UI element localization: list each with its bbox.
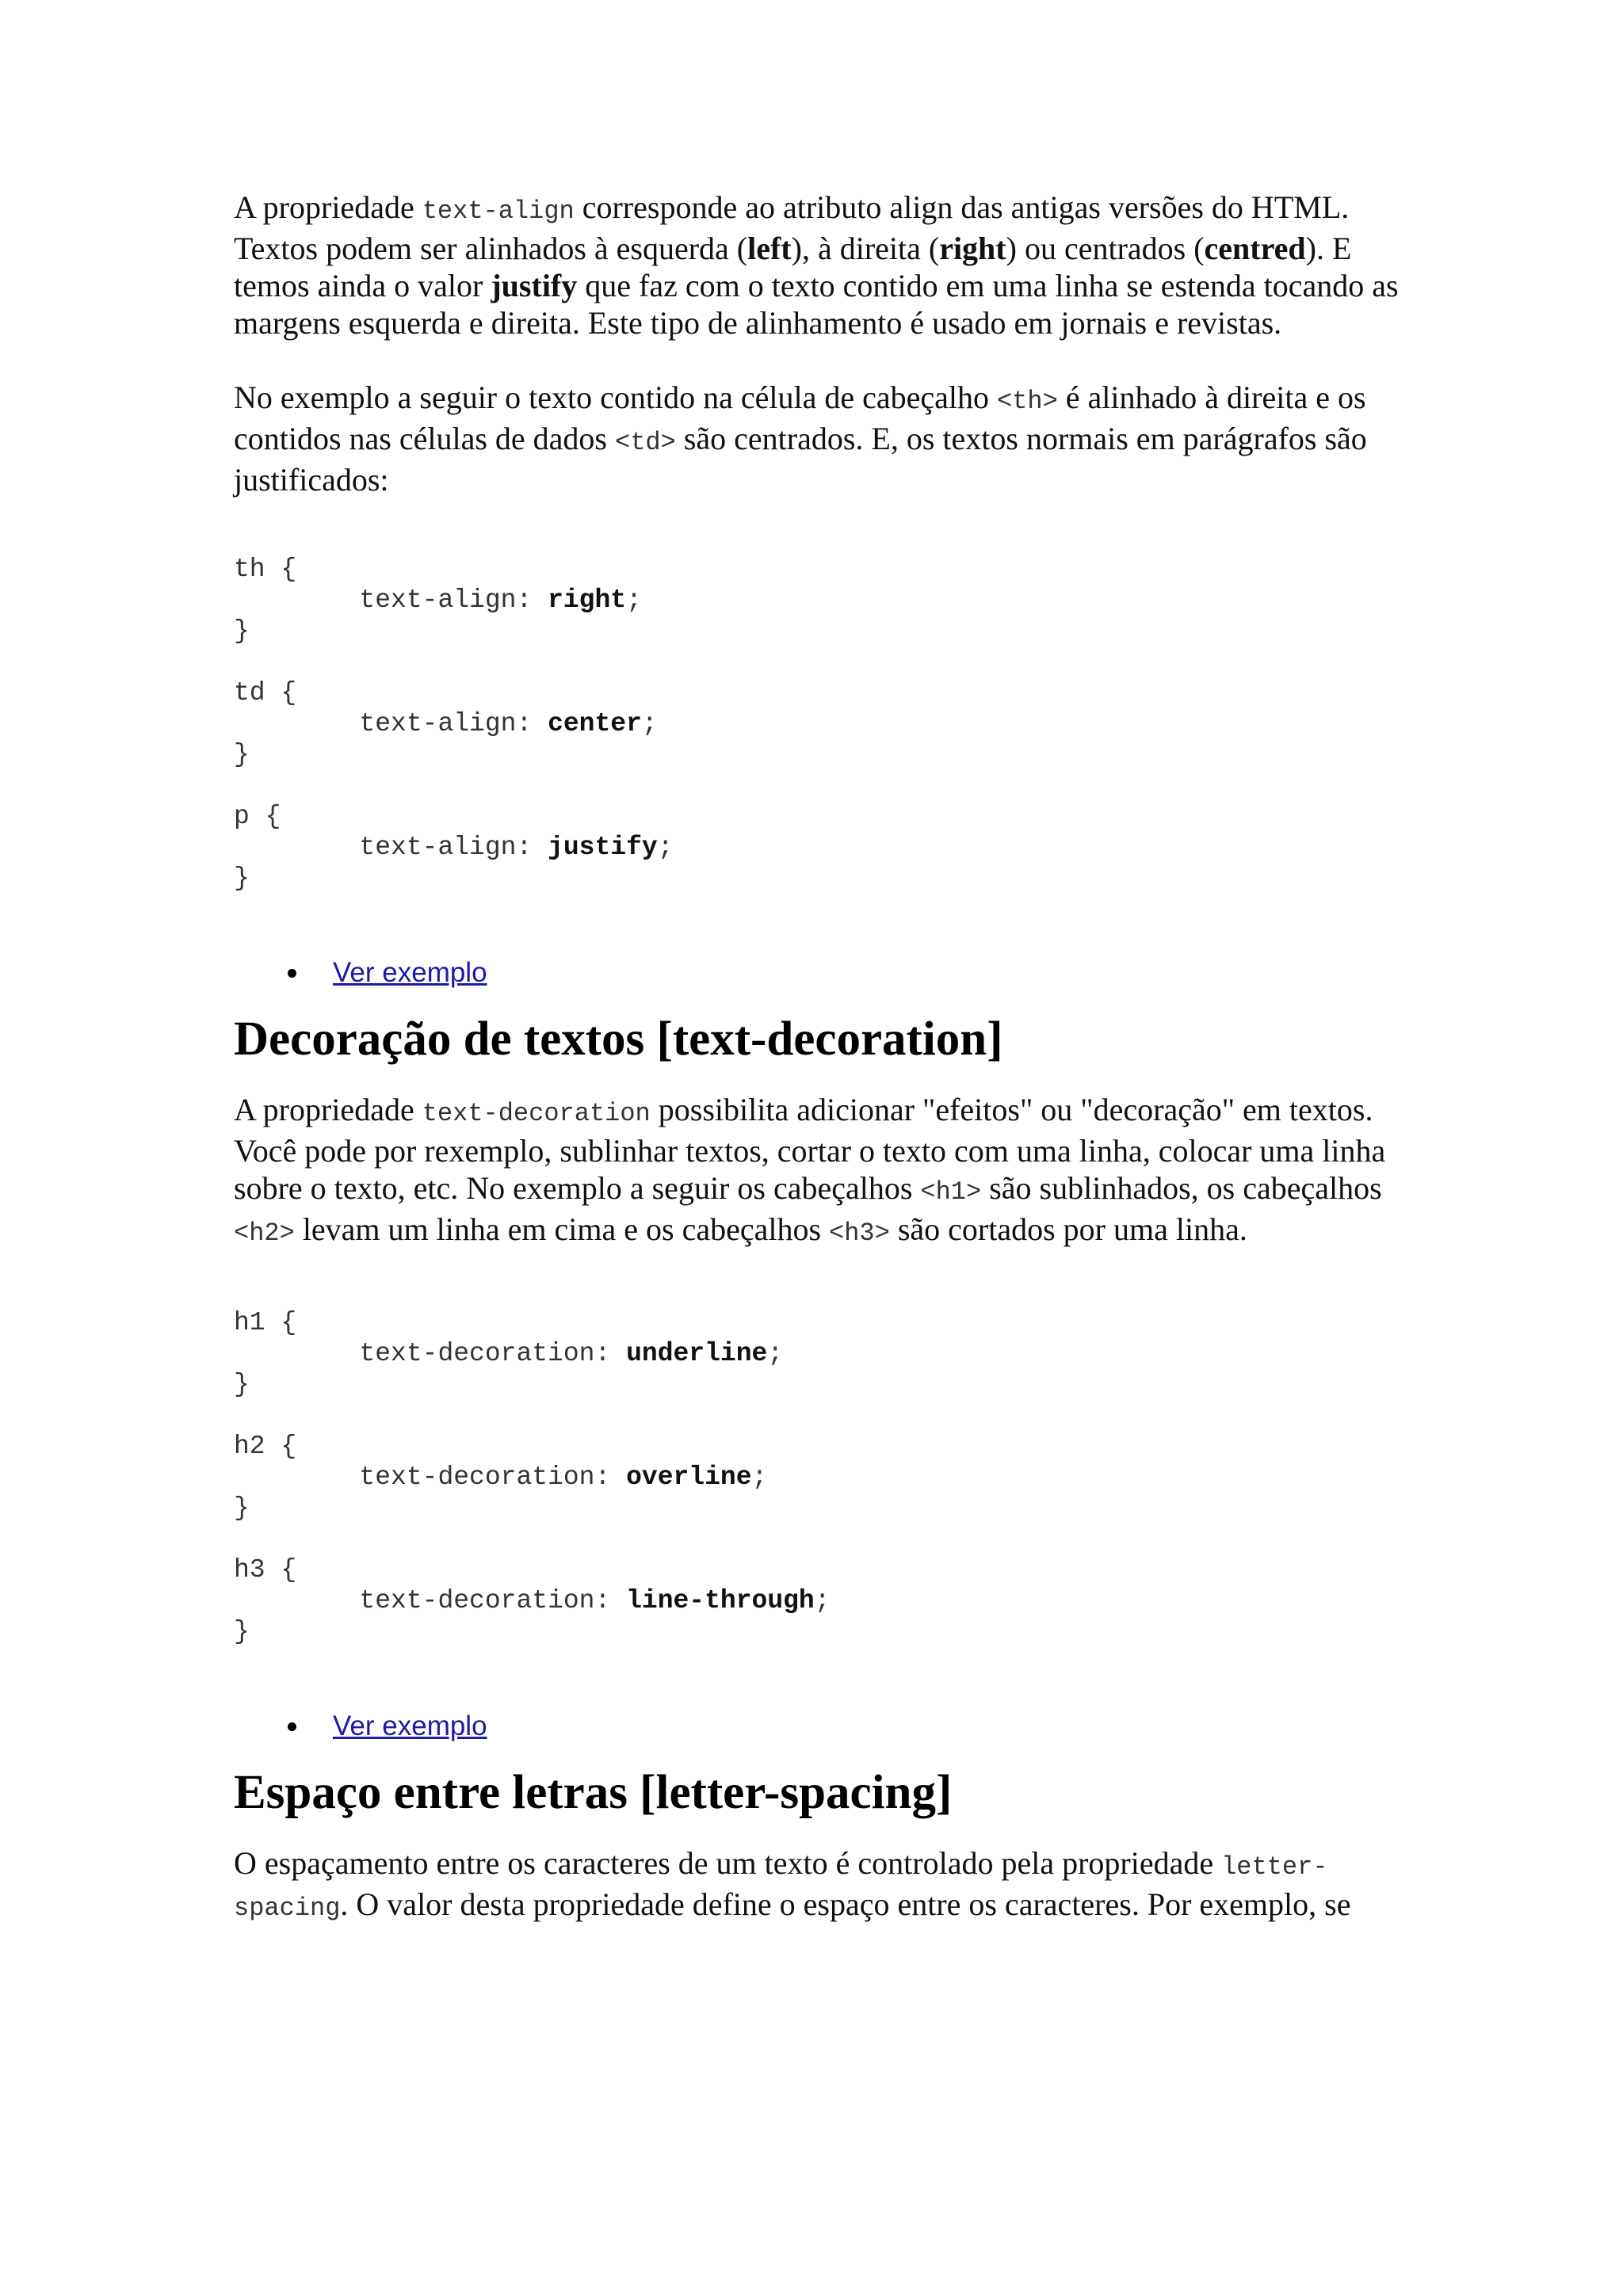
paragraph-text-align-example: No exemplo a seguir o texto contido na célula de cabeçalho <th> é alinhado à direita e os contidos nas células de dados <td> são centrados. E, os textos normais em parágrafos são justificados: <box>234 379 1367 498</box>
inline-code: <h2> <box>234 1219 295 1248</box>
inline-code: letter-spacing <box>234 1852 1328 1923</box>
inline-code: <h1> <box>920 1177 982 1207</box>
code-block-text-decoration: h1 { text-decoration: underline; } h2 { text-decoration: overline; } h3 { text-decoration: line-through; } <box>234 1308 831 1646</box>
bold-term: centred <box>1204 231 1306 266</box>
document-page <box>234 189 1399 1927</box>
bold-term: justify <box>491 268 578 303</box>
list-item <box>234 954 1399 991</box>
inline-code: <td> <box>615 428 676 457</box>
bullet-icon <box>288 969 296 978</box>
bold-term: left <box>747 231 792 266</box>
example-link-list <box>234 954 1399 991</box>
inline-code: <h3> <box>829 1219 890 1248</box>
section-heading-text-decoration: Decoração de textos [text-decoration] <box>234 1013 1003 1066</box>
inline-code: text-decoration <box>422 1099 651 1128</box>
see-example-link[interactable]: Ver exemplo <box>333 1711 487 1741</box>
list-item <box>234 1707 1399 1745</box>
paragraph-text-align-intro: A propriedade text-align corresponde ao atributo align das antigas versões do HTML. Textos podem ser alinhados à esquerda (left), à direita (right) ou centrados (centred). E temos ainda o valor justify que faz com o texto contido em uma linha se estenda tocando as margens esquerda e direita. Este tipo de alinhamento é usado em jornais e revistas. <box>234 189 1399 341</box>
example-link-list <box>234 1707 1399 1745</box>
code-block-text-align: th { text-align: right; } td { text-align: center; } p { text-align: justify; } <box>234 555 674 893</box>
paragraph-letter-spacing-intro: O espaçamento entre os caracteres de um texto é controlado pela propriedade letter-spacing. O valor desta propriedade define o espaço entre os caracteres. Por exemplo, se <box>234 1845 1351 1923</box>
bullet-icon <box>288 1722 296 1731</box>
inline-code: <th> <box>996 387 1058 416</box>
section-heading-letter-spacing: Espaço entre letras [letter-spacing] <box>234 1766 953 1819</box>
bold-term: right <box>939 231 1006 266</box>
see-example-link[interactable]: Ver exemplo <box>333 957 487 988</box>
inline-code: text-align <box>422 196 575 226</box>
paragraph-text-decoration-intro: A propriedade text-decoration possibilita adicionar "efeitos" ou "decoração" em textos. Você pode por rexemplo, sublinhar textos, cortar o texto com uma linha, colocar uma linha sobre o texto, etc. No exemplo a seguir os cabeçalhos <h1> são sublinhados, os cabeçalhos <h2> levam um linha em cima e os cabeçalhos <h3> são cortados por uma linha. <box>234 1092 1386 1248</box>
